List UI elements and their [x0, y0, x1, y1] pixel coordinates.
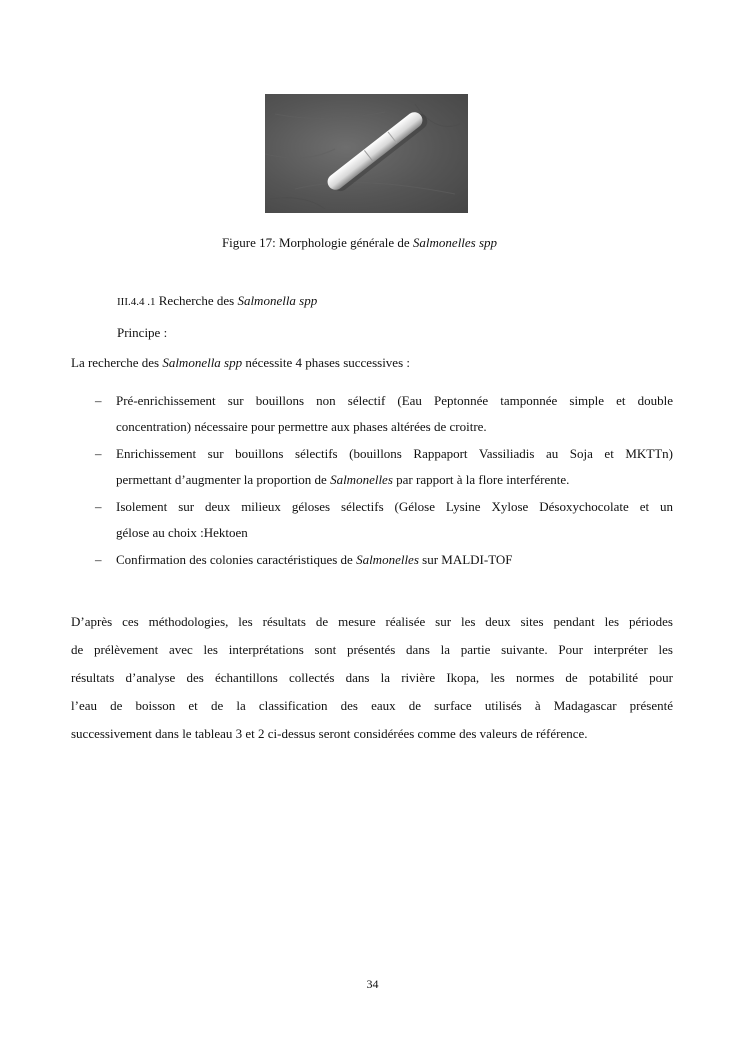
paragraph-line: de prélèvement avec les interprétations sont présentés dans la partie suivante. Pour interpréter les — [71, 642, 673, 657]
list-item-text: sur MALDI-TOF — [418, 552, 513, 567]
list-item-italic: Salmonelles — [356, 552, 419, 567]
list-item-line: gélose au choix :Hektoen — [116, 525, 248, 540]
dash-bullet: – — [95, 552, 102, 567]
intro-prefix: La recherche des — [71, 355, 163, 370]
intro-sentence — [71, 355, 410, 371]
list-item-text: par rapport à la flore interférente. — [392, 472, 570, 487]
list-item — [71, 388, 673, 440]
section-number: III.4.4 .1 — [117, 296, 156, 308]
list-item-line — [116, 547, 673, 573]
salmonella-micrograph — [265, 94, 468, 213]
figure-17-image — [265, 94, 468, 213]
dash-bullet: – — [95, 393, 102, 408]
section-title-italic: Salmonella spp — [237, 293, 318, 308]
list-item-text: Confirmation des colonies caractéristiques de — [116, 552, 357, 567]
dash-bullet: – — [95, 446, 102, 461]
paragraph-line: résultats d’analyse des échantillons collectés dans la rivière Ikopa, les normes de potabilité pour — [71, 670, 673, 685]
list-item-line: Enrichissement sur bouillons sélectifs (bouillons Rappaport Vassiliadis au Soja et MKTTn) — [116, 446, 673, 461]
intro-italic: Salmonella spp — [162, 355, 243, 370]
paragraph-line: successivement dans le tableau 3 et 2 ci-dessus seront considérées comme des valeurs de référence. — [71, 726, 588, 741]
paragraph-line: D’après ces méthodologies, les résultats de mesure réalisée sur les deux sites pendant les périodes — [71, 614, 673, 629]
caption-italic: Salmonelles spp — [412, 235, 498, 250]
paragraph-line: l’eau de boisson et de la classification des eaux de surface utilisés à Madagascar présenté — [71, 698, 673, 713]
list-item-line: Pré-enrichissement sur bouillons non sélectif (Eau Peptonnée tamponnée simple et double — [116, 393, 673, 408]
intro-suffix: nécessite 4 phases successives : — [242, 355, 410, 370]
phase-list — [71, 388, 673, 574]
principe-label: Principe : — [117, 325, 168, 340]
list-item — [71, 547, 673, 573]
caption-text: Figure 17: Morphologie générale de — [221, 235, 413, 250]
list-item-line: Isolement sur deux milieux géloses sélectifs (Gélose Lysine Xylose Désoxychocolate et un — [116, 499, 673, 514]
list-item — [71, 441, 673, 493]
list-item-italic: Salmonelles — [330, 472, 393, 487]
page-number: 34 — [366, 977, 379, 991]
list-item-line: concentration) nécessaire pour permettre aux phases altérées de croitre. — [116, 419, 487, 434]
list-item-text: permettant d’augmenter la proportion de — [116, 472, 331, 487]
dash-bullet: – — [95, 499, 102, 514]
list-item-line — [116, 472, 569, 487]
figure-caption — [0, 235, 745, 251]
results-paragraph — [71, 608, 673, 748]
section-heading — [117, 293, 317, 309]
section-title-text: Recherche des — [155, 293, 238, 308]
list-item — [71, 494, 673, 546]
